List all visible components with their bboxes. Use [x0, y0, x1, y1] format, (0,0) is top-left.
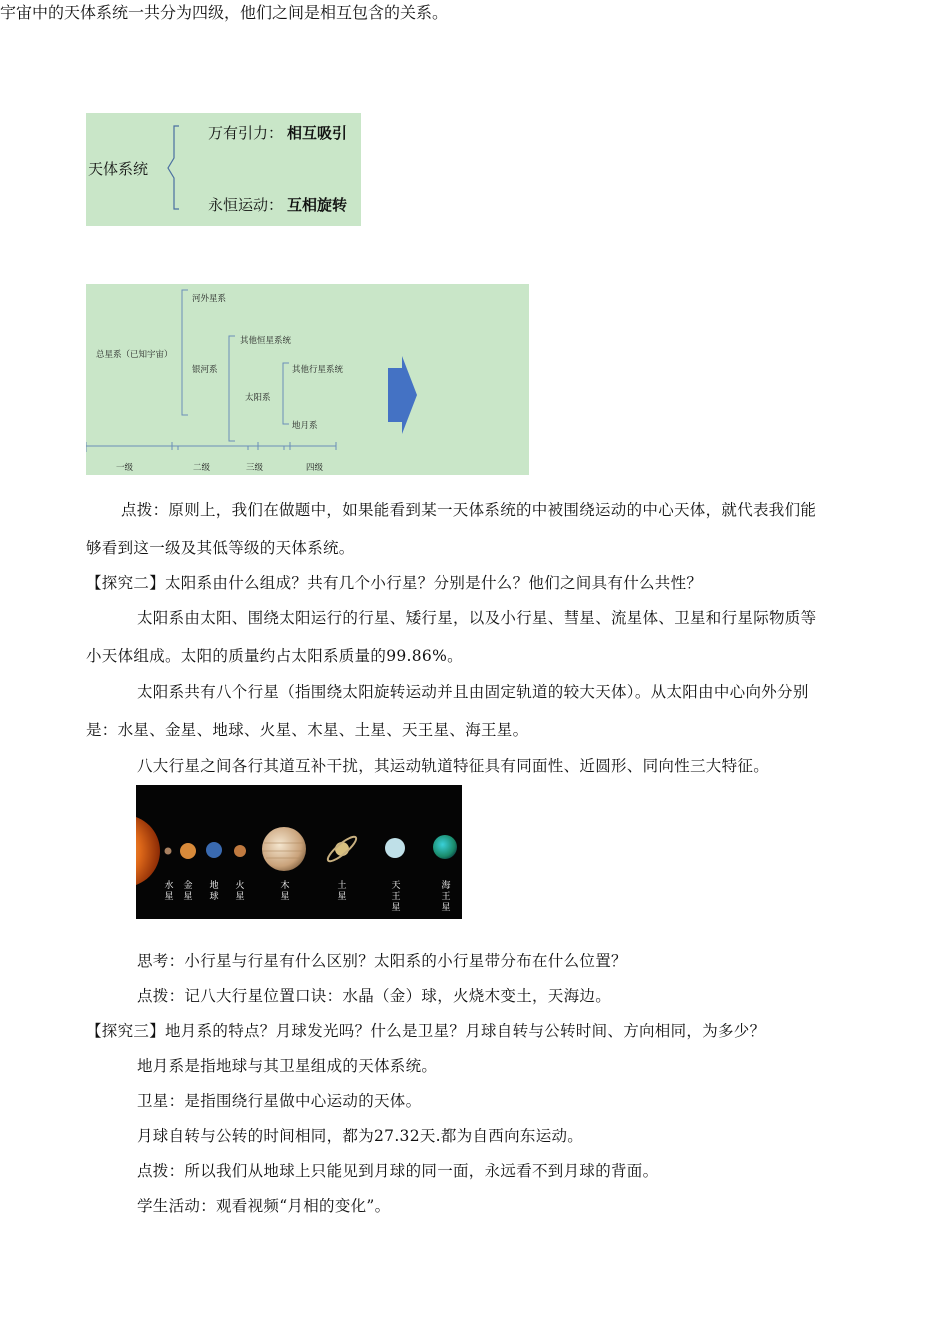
celestial-system-diagram [86, 113, 361, 226]
planet-label-venus: 金星 [183, 881, 193, 902]
para2-line1: 太阳系由太阳、围绕太阳运行的行星、矮行星，以及小行星、彗星、流星体、卫星和行星际物质等 [137, 609, 817, 627]
level-3: 三级 [246, 463, 264, 473]
mars-shape [234, 845, 246, 857]
planet-label-mercury: 水星 [164, 881, 174, 902]
root-label: 天体系统 [88, 160, 149, 178]
branch2-label: 永恒运动： [208, 196, 284, 214]
hierarchy-note: 宇宙中的天体系统一共分为四级，他们之间是相互包含的关系。 [0, 3, 449, 22]
tip1-line1: 点拨：原则上，我们在做题中，如果能看到某一天体系统的中被围绕运动的中心天体，就代表我们能 [121, 501, 817, 519]
para3-line1: 太阳系共有八个行星（指围绕太阳旋转运动并且由固定轨道的较大天体）。从太阳由中心向外分别 [137, 683, 809, 701]
tip2: 点拨：记八大行星位置口诀：水晶（金）球，火烧木变土，天海边。 [137, 987, 612, 1005]
activity: 学生活动：观看视频“月相的变化”。 [137, 1197, 391, 1215]
think-question: 思考：小行星与行星有什么区别？太阳系的小行星带分布在什么位置？ [137, 952, 627, 970]
planet-label-jupiter: 木星 [280, 881, 290, 902]
branch1-value: 相互吸引 [287, 124, 348, 142]
question-3: 【探究三】地月系的特点？月球发光吗？什么是卫星？月球自转与公转时间、方向相同，为多少？ [86, 1022, 766, 1040]
celestial-hierarchy-diagram [86, 284, 529, 475]
earth-shape [206, 842, 222, 858]
level-1: 一级 [116, 463, 134, 473]
venus-shape [180, 843, 196, 859]
para2-line2: 小天体组成。太阳的质量约占太阳系质量的99.86%。 [86, 647, 463, 665]
planet-label-earth: 地球 [209, 881, 219, 902]
other-star-label: 其他恒星系统 [240, 336, 292, 346]
saturn-shape [335, 842, 349, 856]
milky-way-label: 银河系 [192, 365, 218, 375]
question-2: 【探究二】太阳系由什么组成？共有几个小行星？分别是什么？他们之间具有什么共性？ [86, 574, 703, 592]
hierarchy-lines [86, 284, 529, 475]
tip3: 点拨：所以我们从地球上只能见到月球的同一面，永远看不到月球的背面。 [137, 1162, 659, 1180]
tip1-line2: 够看到这一级及其低等级的天体系统。 [86, 539, 355, 557]
level-4: 四级 [306, 463, 324, 473]
para7: 月球自转与公转的时间相同，都为27.32天.都为自西向东运动。 [137, 1127, 584, 1145]
solar-system-label: 太阳系 [245, 393, 271, 403]
planet-label-mars: 火星 [235, 881, 245, 902]
planet-label-saturn: 土星 [337, 881, 347, 902]
planet-label-neptune: 海王星 [441, 881, 451, 913]
para5: 地月系是指地球与其卫星组成的天体系统。 [137, 1057, 438, 1075]
para4: 八大行星之间各行其道互补干扰，其运动轨道特征具有同面性、近圆形、同向性三大特征。 [137, 757, 770, 775]
earth-moon-label: 地月系 [292, 421, 318, 431]
level-2: 二级 [193, 463, 211, 473]
jupiter-shape [262, 827, 306, 871]
other-planet-label: 其他行星系统 [292, 365, 344, 375]
mercury-shape [165, 848, 172, 855]
uranus-shape [385, 838, 405, 858]
planet-label-uranus: 天王星 [391, 881, 401, 913]
para3-line2: 是：水星、金星、地球、火星、木星、土星、天王星、海王星。 [86, 721, 529, 739]
total-galaxy-label: 总星系（已知宇宙） [96, 350, 173, 360]
para6: 卫星：是指围绕行星做中心运动的天体。 [137, 1092, 422, 1110]
outer-galaxy-label: 河外星系 [192, 294, 227, 304]
neptune-shape [433, 835, 457, 859]
branch1-label: 万有引力： [208, 124, 284, 142]
sun-shape [136, 815, 160, 887]
branch2-value: 互相旋转 [287, 196, 348, 214]
planets-image [136, 785, 462, 919]
